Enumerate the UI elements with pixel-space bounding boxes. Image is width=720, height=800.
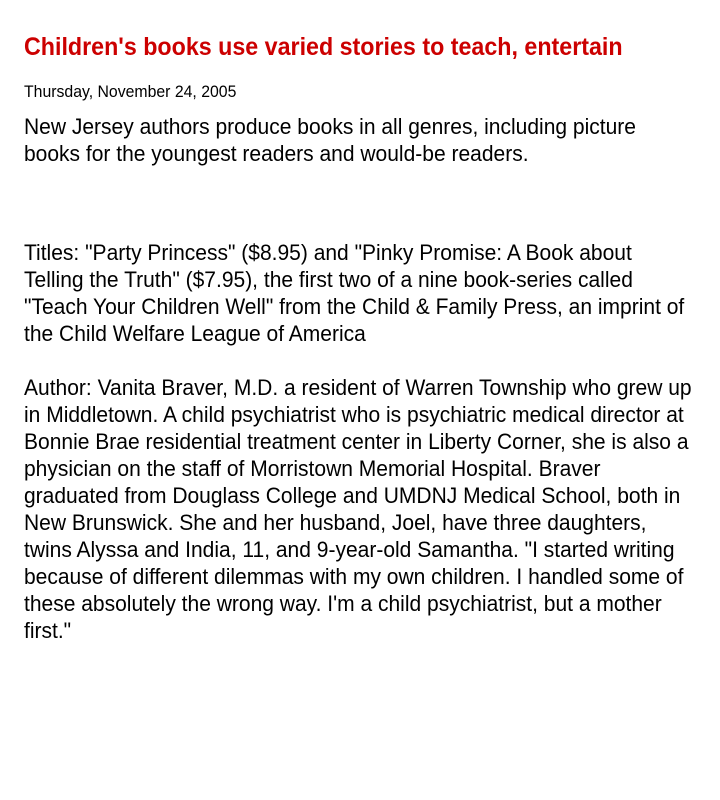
article-date: Thursday, November 24, 2005 (24, 82, 237, 101)
author-bio-paragraph: Author: Vanita Braver, M.D. a resident of Warren Township who grew up in Middletown. A child psychiatrist who is psychiatric medical director at Bonnie Brae residential treatment center in Liberty Corner, she is also a physician on the staff of Morristown Memorial Hospital. Braver graduated from Douglass College and UMDNJ Medical School, both in New Brunswick. She and her husband, Joel, have three daughters, twins Alyssa and India, 11, and 9-year-old Samantha. "I started writing because of different dilemmas with my own children. I handled some of these absolutely the wrong way. I'm a child psychiatrist, but a mother first." (24, 375, 692, 643)
article-lead-paragraph: New Jersey authors produce books in all genres, including picture books for the youngest readers and would-be readers. (24, 114, 636, 166)
article-headline: Children's books use varied stories to teach, entertain (24, 33, 623, 61)
book-titles-paragraph: Titles: "Party Princess" ($8.95) and "Pinky Promise: A Book about Telling the Truth" ($7.95), the first two of a nine book-series called "Teach Your Children Well" from the Child & Family Press, an imprint of the Child Welfare League of America (24, 240, 685, 346)
